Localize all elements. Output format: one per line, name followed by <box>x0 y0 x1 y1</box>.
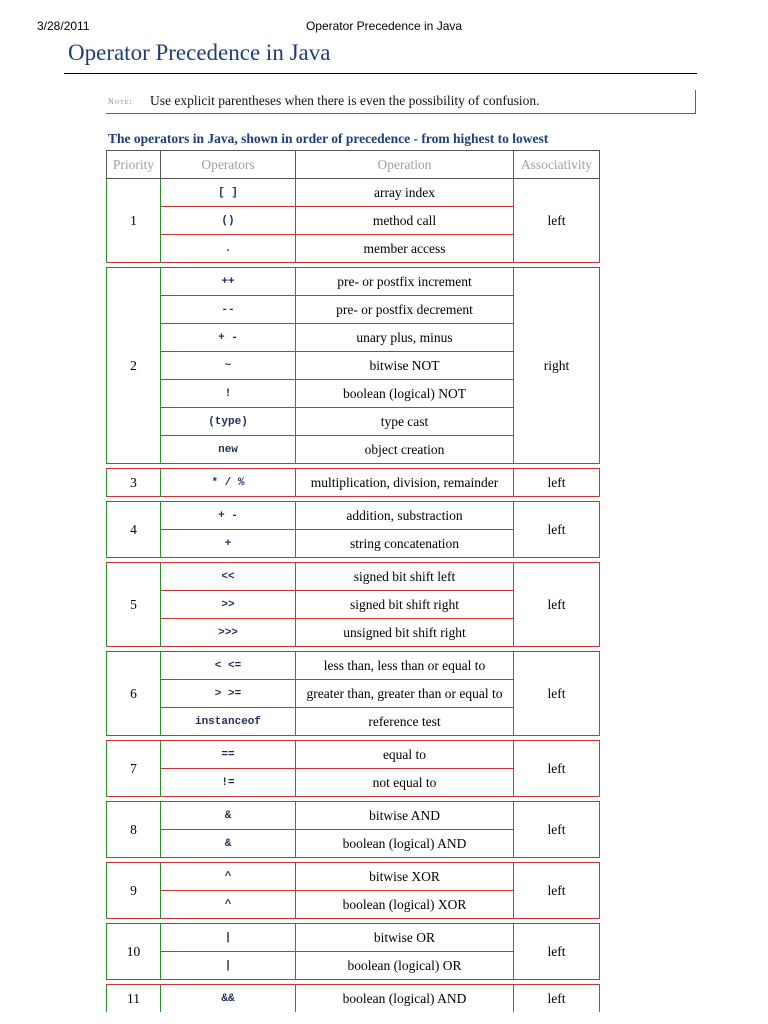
operation-cell: object creation <box>296 436 514 464</box>
operation-cell: boolean (logical) AND <box>296 830 514 858</box>
operator-cell: | <box>161 924 296 952</box>
title-divider <box>64 73 697 74</box>
header-priority: Priority <box>107 151 161 179</box>
table-row <box>107 469 600 497</box>
priority-cell: 9 <box>107 863 161 919</box>
operation-cell: equal to <box>296 741 514 769</box>
operator-cell: ! <box>161 380 296 408</box>
priority-cell: 7 <box>107 741 161 797</box>
operator-cell: & <box>161 802 296 830</box>
priority-cell: 8 <box>107 802 161 858</box>
table-row <box>107 268 600 296</box>
operator-cell: [ ] <box>161 179 296 207</box>
table-row <box>107 502 600 530</box>
note-text: Use explicit parentheses when there is even the possibility of confusion. <box>150 93 540 108</box>
priority-cell: 1 <box>107 179 161 263</box>
operation-cell: string concatenation <box>296 530 514 558</box>
priority-cell: 10 <box>107 924 161 980</box>
precedence-table <box>106 150 600 1012</box>
operator-cell: & <box>161 830 296 858</box>
operation-cell: reference test <box>296 708 514 736</box>
table-header-row <box>107 151 600 179</box>
table-row <box>107 652 600 680</box>
operator-cell: >> <box>161 591 296 619</box>
header-associativity: Associativity <box>514 151 600 179</box>
operator-cell: * / % <box>161 469 296 497</box>
print-header <box>0 19 768 35</box>
operator-cell: . <box>161 235 296 263</box>
operator-cell: < <= <box>161 652 296 680</box>
operator-cell: + - <box>161 324 296 352</box>
table-body <box>107 179 600 1013</box>
operation-cell: unsigned bit shift right <box>296 619 514 647</box>
operation-cell: bitwise XOR <box>296 863 514 891</box>
operation-cell: boolean (logical) OR <box>296 952 514 980</box>
table-row <box>107 924 600 952</box>
operation-cell: type cast <box>296 408 514 436</box>
table-row <box>107 563 600 591</box>
operation-cell: boolean (logical) AND <box>296 985 514 1013</box>
priority-cell: 11 <box>107 985 161 1013</box>
operation-cell: method call <box>296 207 514 235</box>
operation-cell: signed bit shift right <box>296 591 514 619</box>
operation-cell: array index <box>296 179 514 207</box>
operator-cell: ++ <box>161 268 296 296</box>
operator-cell: == <box>161 741 296 769</box>
operation-cell: bitwise NOT <box>296 352 514 380</box>
operator-cell: (type) <box>161 408 296 436</box>
operation-cell: signed bit shift left <box>296 563 514 591</box>
associativity-cell: right <box>514 268 600 464</box>
associativity-cell: left <box>514 563 600 647</box>
operation-cell: addition, substraction <box>296 502 514 530</box>
operator-cell: instanceof <box>161 708 296 736</box>
header-operation: Operation <box>296 151 514 179</box>
operation-cell: pre- or postfix decrement <box>296 296 514 324</box>
operation-cell: greater than, greater than or equal to <box>296 680 514 708</box>
operation-cell: bitwise AND <box>296 802 514 830</box>
note-box <box>106 90 696 114</box>
table-row <box>107 741 600 769</box>
operator-cell: | <box>161 952 296 980</box>
associativity-cell: left <box>514 863 600 919</box>
operation-cell: boolean (logical) NOT <box>296 380 514 408</box>
operation-cell: pre- or postfix increment <box>296 268 514 296</box>
table-caption: The operators in Java, shown in order of precedence - from highest to lowest <box>108 131 549 146</box>
associativity-cell: left <box>514 179 600 263</box>
operator-cell: () <box>161 207 296 235</box>
operator-cell: && <box>161 985 296 1013</box>
associativity-cell: left <box>514 502 600 558</box>
priority-cell: 2 <box>107 268 161 464</box>
associativity-cell: left <box>514 802 600 858</box>
operation-cell: unary plus, minus <box>296 324 514 352</box>
operator-cell: ^ <box>161 891 296 919</box>
operator-cell: >>> <box>161 619 296 647</box>
operator-cell: << <box>161 563 296 591</box>
operation-cell: bitwise OR <box>296 924 514 952</box>
table-row <box>107 802 600 830</box>
operation-cell: multiplication, division, remainder <box>296 469 514 497</box>
operator-cell: ~ <box>161 352 296 380</box>
operation-cell: not equal to <box>296 769 514 797</box>
priority-cell: 5 <box>107 563 161 647</box>
operator-cell: + - <box>161 502 296 530</box>
header-operators: Operators <box>161 151 296 179</box>
priority-cell: 4 <box>107 502 161 558</box>
print-title: Operator Precedence in Java <box>305 19 463 33</box>
operator-cell: -- <box>161 296 296 324</box>
operator-cell: > >= <box>161 680 296 708</box>
priority-cell: 3 <box>107 469 161 497</box>
table-row <box>107 179 600 207</box>
associativity-cell: left <box>514 985 600 1013</box>
operation-cell: boolean (logical) XOR <box>296 891 514 919</box>
associativity-cell: left <box>514 469 600 497</box>
operator-cell: != <box>161 769 296 797</box>
note-label: Note: <box>108 97 133 106</box>
table-row <box>107 985 600 1013</box>
print-date: 3/28/2011 <box>37 19 90 33</box>
operation-cell: member access <box>296 235 514 263</box>
priority-cell: 6 <box>107 652 161 736</box>
operator-cell: + <box>161 530 296 558</box>
associativity-cell: left <box>514 652 600 736</box>
page-title: Operator Precedence in Java <box>68 40 331 65</box>
operator-cell: new <box>161 436 296 464</box>
associativity-cell: left <box>514 741 600 797</box>
operator-cell: ^ <box>161 863 296 891</box>
table-row <box>107 863 600 891</box>
associativity-cell: left <box>514 924 600 980</box>
operation-cell: less than, less than or equal to <box>296 652 514 680</box>
